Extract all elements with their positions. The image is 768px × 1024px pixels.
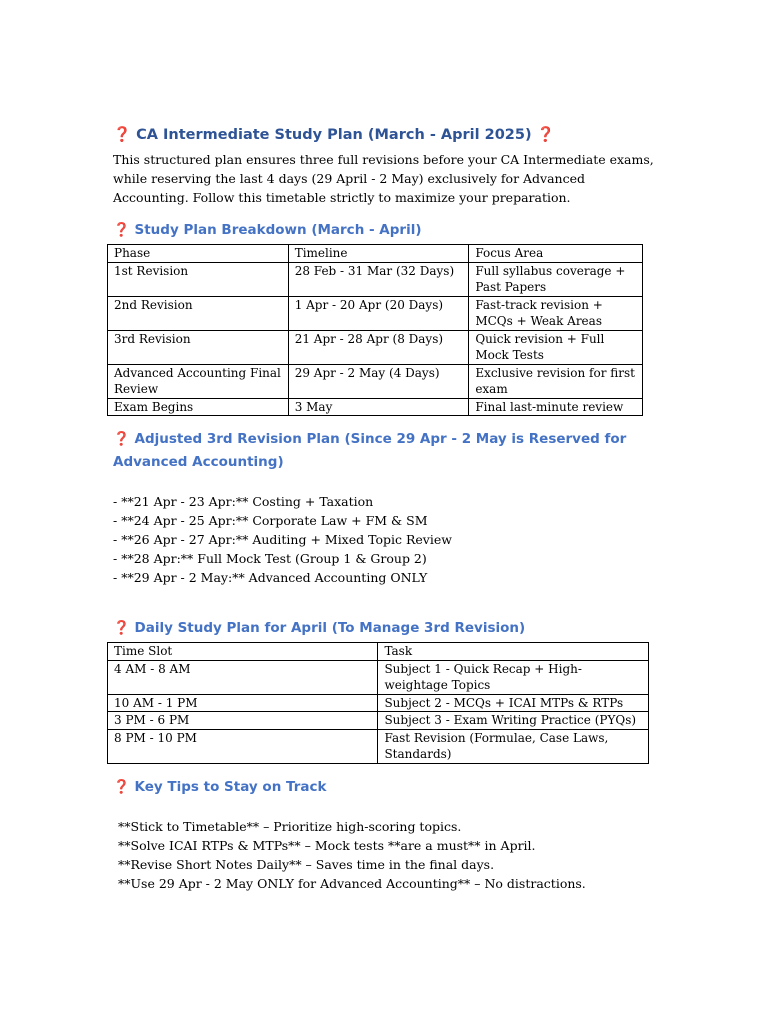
- table-cell: 2nd Revision: [108, 296, 289, 330]
- section-heading-daily-plan: ❓ Daily Study Plan for April (To Manage 3rd Revision): [113, 620, 526, 636]
- table-row: [108, 660, 649, 694]
- list-item: - **29 Apr - 2 May:** Advanced Accounting ONLY: [113, 570, 428, 585]
- page-title: ❓ CA Intermediate Study Plan (March - April 2025) ❓: [113, 127, 555, 143]
- table-cell: 3 PM - 6 PM: [108, 712, 378, 730]
- table-cell: 1 Apr - 20 Apr (20 Days): [288, 296, 469, 330]
- list-item: - **21 Apr - 23 Apr:** Costing + Taxation: [113, 494, 374, 509]
- table-header-row: [108, 245, 643, 263]
- list-item: - **28 Apr:** Full Mock Test (Group 1 & Group 2): [113, 551, 427, 566]
- table-cell: 21 Apr - 28 Apr (8 Days): [288, 330, 469, 364]
- table-cell: 29 Apr - 2 May (4 Days): [288, 364, 469, 398]
- table-cell: Exclusive revision for first exam: [469, 364, 643, 398]
- adjusted-plan-list: [113, 492, 658, 587]
- list-item: - **26 Apr - 27 Apr:** Auditing + Mixed Topic Review: [113, 532, 452, 547]
- table-cell: Subject 3 - Exam Writing Practice (PYQs): [378, 712, 649, 730]
- column-header: Phase: [108, 245, 289, 263]
- table-row: [108, 296, 643, 330]
- column-header: Timeline: [288, 245, 469, 263]
- table-row: [108, 262, 643, 296]
- list-item: **Stick to Timetable** – Prioritize high-scoring topics.: [118, 818, 462, 834]
- list-item: **Revise Short Notes Daily** – Saves time in the final days.: [118, 856, 495, 872]
- section-heading-key-tips: ❓ Key Tips to Stay on Track: [113, 778, 327, 795]
- list-item: **Solve ICAI RTPs & MTPs** – Mock tests **are a must** in April.: [118, 837, 536, 853]
- table-row: [108, 712, 649, 730]
- list-item: - **24 Apr - 25 Apr:** Corporate Law + FM & SM: [113, 513, 428, 528]
- table-cell: 8 PM - 10 PM: [108, 729, 378, 763]
- column-header: Time Slot: [108, 643, 378, 661]
- table-cell: 10 AM - 1 PM: [108, 694, 378, 712]
- section-heading-breakdown: ❓ Study Plan Breakdown (March - April): [113, 222, 422, 238]
- table-cell: 3rd Revision: [108, 330, 289, 364]
- section-heading-adjusted-plan: ❓ Adjusted 3rd Revision Plan (Since 29 Apr - 2 May is Reserved for Advanced Accounting): [113, 431, 627, 470]
- table-cell: Fast Revision (Formulae, Case Laws, Standards): [378, 729, 649, 763]
- table-cell: Full syllabus coverage + Past Papers: [469, 262, 643, 296]
- table-cell: Subject 2 - MCQs + ICAI MTPs & RTPs: [378, 694, 649, 712]
- column-header: Focus Area: [469, 245, 643, 263]
- table-row: [108, 364, 643, 398]
- table-cell: 1st Revision: [108, 262, 289, 296]
- table-cell: Exam Begins: [108, 398, 289, 416]
- table-row: [108, 398, 643, 416]
- table-cell: Subject 1 - Quick Recap + High-weightage Topics: [378, 660, 649, 694]
- study-plan-table: [107, 244, 643, 416]
- list-item: **Use 29 Apr - 2 May ONLY for Advanced Accounting** – No distractions.: [118, 875, 586, 891]
- table-row: [108, 729, 649, 763]
- intro-paragraph: This structured plan ensures three full revisions before your CA Intermediate exams, while reserving the last 4 days (29 April - 2 May) exclusively for Advanced Accounting. Follow this timetable strictly to maximize your preparation.: [113, 152, 654, 205]
- table-cell: Quick revision + Full Mock Tests: [469, 330, 643, 364]
- table-row: [108, 330, 643, 364]
- daily-plan-table: [107, 642, 649, 764]
- table-cell: Fast-track revision + MCQs + Weak Areas: [469, 296, 643, 330]
- table-row: [108, 694, 649, 712]
- table-cell: 4 AM - 8 AM: [108, 660, 378, 694]
- document-page: [113, 124, 658, 893]
- table-cell: 3 May: [288, 398, 469, 416]
- table-cell: Advanced Accounting Final Review: [108, 364, 289, 398]
- table-cell: Final last-minute review: [469, 398, 643, 416]
- column-header: Task: [378, 643, 649, 661]
- key-tips-list: [113, 817, 658, 893]
- table-cell: 28 Feb - 31 Mar (32 Days): [288, 262, 469, 296]
- table-header-row: [108, 643, 649, 661]
